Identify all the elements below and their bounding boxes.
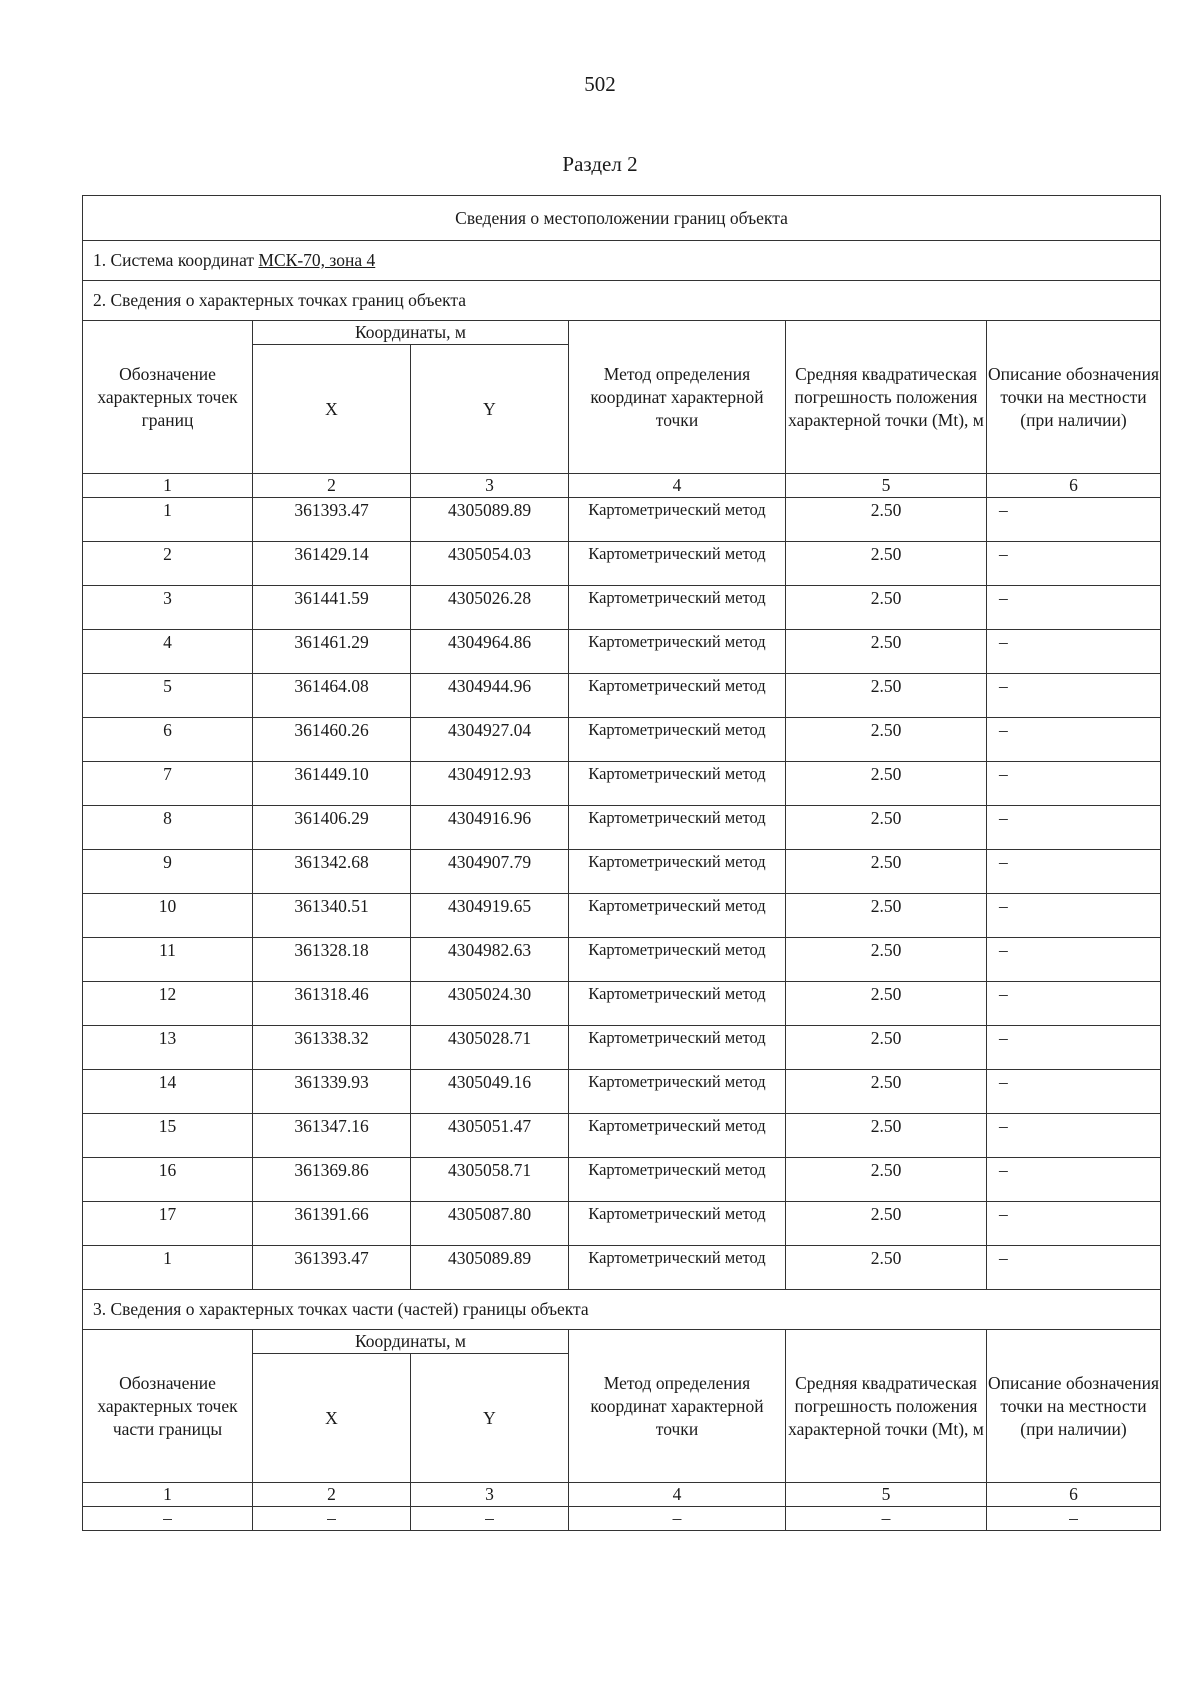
error-cell: 2.50 [786,1026,987,1070]
method-cell: Картометрический метод [569,806,786,850]
points-heading: 2. Сведения о характерных точках границ объекта [83,281,1161,321]
desc-cell: – [987,586,1161,630]
parts-heading: 3. Сведения о характерных точках части (частей) границы объекта [83,1290,1161,1330]
desc-cell: – [987,982,1161,1026]
x-cell: 361461.29 [253,630,411,674]
parts-cell: – [786,1507,987,1531]
table-row [83,586,1161,630]
point-cell: 12 [83,982,253,1026]
desc-cell: – [987,850,1161,894]
desc-cell: – [987,542,1161,586]
page-number: 502 [584,72,616,96]
point-cell: 8 [83,806,253,850]
error-cell: 2.50 [786,674,987,718]
x-cell: 361342.68 [253,850,411,894]
method-cell: Картометрический метод [569,1202,786,1246]
y-cell: 4305049.16 [411,1070,569,1114]
column-number: 3 [411,1483,569,1507]
point-cell: 14 [83,1070,253,1114]
y-cell: 4304912.93 [411,762,569,806]
y-cell: 4304916.96 [411,806,569,850]
parts-cell: – [411,1507,569,1531]
parts-cell: – [569,1507,786,1531]
parts-cell: – [253,1507,411,1531]
table-title: Сведения о местоположении границ объекта [83,196,1161,241]
table-row [83,630,1161,674]
error-cell: 2.50 [786,586,987,630]
method-cell: Картометрический метод [569,498,786,542]
y-cell: 4304907.79 [411,850,569,894]
parts-header-point: Обозначение характерных точек части границы [83,1330,253,1483]
y-cell: 4305054.03 [411,542,569,586]
method-cell: Картометрический метод [569,1158,786,1202]
x-cell: 361328.18 [253,938,411,982]
header-error: Средняя квадратическая погрешность положения характерной точки (Mt), м [786,321,987,474]
table-row [83,542,1161,586]
error-cell: 2.50 [786,894,987,938]
desc-cell: – [987,674,1161,718]
y-cell: 4305051.47 [411,1114,569,1158]
point-cell: 16 [83,1158,253,1202]
desc-cell: – [987,718,1161,762]
method-cell: Картометрический метод [569,1070,786,1114]
column-number: 6 [987,1483,1161,1507]
table-row [83,762,1161,806]
desc-cell: – [987,1246,1161,1290]
desc-cell: – [987,806,1161,850]
header-method: Метод определения координат характерной точки [569,321,786,474]
desc-cell: – [987,498,1161,542]
point-cell: 7 [83,762,253,806]
error-cell: 2.50 [786,1202,987,1246]
point-cell: 1 [83,1246,253,1290]
header-point: Обозначение характерных точек границ [83,321,253,474]
point-cell: 3 [83,586,253,630]
error-cell: 2.50 [786,718,987,762]
point-cell: 1 [83,498,253,542]
parts-column-numbers-row [83,1483,1161,1507]
x-cell: 361339.93 [253,1070,411,1114]
table-row [83,938,1161,982]
desc-cell: – [987,894,1161,938]
table-row [83,1114,1161,1158]
y-cell: 4304944.96 [411,674,569,718]
y-cell: 4304964.86 [411,630,569,674]
desc-cell: – [987,938,1161,982]
table-row [83,894,1161,938]
method-cell: Картометрический метод [569,674,786,718]
method-cell: Картометрический метод [569,1114,786,1158]
x-cell: 361441.59 [253,586,411,630]
point-cell: 13 [83,1026,253,1070]
y-cell: 4305024.30 [411,982,569,1026]
error-cell: 2.50 [786,498,987,542]
error-cell: 2.50 [786,982,987,1026]
parts-header-coords: Координаты, м [253,1330,569,1354]
error-cell: 2.50 [786,806,987,850]
header-coords: Координаты, м [253,321,569,345]
x-cell: 361460.26 [253,718,411,762]
y-cell: 4304982.63 [411,938,569,982]
point-cell: 4 [83,630,253,674]
y-cell: 4305087.80 [411,1202,569,1246]
y-cell: 4305089.89 [411,498,569,542]
y-cell: 4304927.04 [411,718,569,762]
coord-system-label: 1. Система координат [93,250,259,270]
method-cell: Картометрический метод [569,850,786,894]
error-cell: 2.50 [786,938,987,982]
header-x: X [253,345,411,474]
desc-cell: – [987,762,1161,806]
column-number: 5 [786,1483,987,1507]
parts-header-error: Средняя квадратическая погрешность положения характерной точки (Mt), м [786,1330,987,1483]
point-cell: 6 [83,718,253,762]
table-row [83,1246,1161,1290]
point-cell: 9 [83,850,253,894]
y-cell: 4305058.71 [411,1158,569,1202]
header-y: Y [411,345,569,474]
error-cell: 2.50 [786,542,987,586]
method-cell: Картометрический метод [569,938,786,982]
y-cell: 4305089.89 [411,1246,569,1290]
column-numbers-row [83,474,1161,498]
method-cell: Картометрический метод [569,762,786,806]
desc-cell: – [987,1114,1161,1158]
column-number: 5 [786,474,987,498]
column-number: 3 [411,474,569,498]
x-cell: 361318.46 [253,982,411,1026]
column-number: 4 [569,1483,786,1507]
parts-header-method: Метод определения координат характерной точки [569,1330,786,1483]
point-cell: 5 [83,674,253,718]
section-title: Раздел 2 [562,152,638,176]
table-row [83,806,1161,850]
table-row [83,1158,1161,1202]
desc-cell: – [987,630,1161,674]
desc-cell: – [987,1026,1161,1070]
point-cell: 2 [83,542,253,586]
desc-cell: – [987,1158,1161,1202]
method-cell: Картометрический метод [569,718,786,762]
table-row [83,674,1161,718]
x-cell: 361369.86 [253,1158,411,1202]
x-cell: 361347.16 [253,1114,411,1158]
x-cell: 361449.10 [253,762,411,806]
error-cell: 2.50 [786,630,987,674]
table-row [83,498,1161,542]
point-cell: 15 [83,1114,253,1158]
column-number: 2 [253,474,411,498]
point-cell: 17 [83,1202,253,1246]
column-number: 2 [253,1483,411,1507]
point-cell: 10 [83,894,253,938]
x-cell: 361393.47 [253,1246,411,1290]
parts-table-row [83,1507,1161,1531]
method-cell: Картометрический метод [569,586,786,630]
coord-system-line [83,241,1161,281]
column-number: 4 [569,474,786,498]
error-cell: 2.50 [786,1070,987,1114]
coord-system-value: МСК-70, зона 4 [258,250,376,270]
error-cell: 2.50 [786,1114,987,1158]
method-cell: Картометрический метод [569,542,786,586]
header-desc: Описание обозначения точки на местности (при наличии) [987,321,1161,474]
x-cell: 361406.29 [253,806,411,850]
x-cell: 361429.14 [253,542,411,586]
x-cell: 361393.47 [253,498,411,542]
x-cell: 361338.32 [253,1026,411,1070]
error-cell: 2.50 [786,850,987,894]
column-number: 6 [987,474,1161,498]
column-number: 1 [83,474,253,498]
column-number: 1 [83,1483,253,1507]
table-row [83,1026,1161,1070]
table-row [83,1070,1161,1114]
y-cell: 4305026.28 [411,586,569,630]
method-cell: Картометрический метод [569,630,786,674]
error-cell: 2.50 [786,1158,987,1202]
method-cell: Картометрический метод [569,1246,786,1290]
method-cell: Картометрический метод [569,1026,786,1070]
y-cell: 4305028.71 [411,1026,569,1070]
point-cell: 11 [83,938,253,982]
y-cell: 4304919.65 [411,894,569,938]
parts-cell: – [83,1507,253,1531]
table-row [83,850,1161,894]
x-cell: 361340.51 [253,894,411,938]
x-cell: 361464.08 [253,674,411,718]
desc-cell: – [987,1202,1161,1246]
parts-header-desc: Описание обозначения точки на местности (при наличии) [987,1330,1161,1483]
table-row [83,718,1161,762]
method-cell: Картометрический метод [569,894,786,938]
error-cell: 2.50 [786,762,987,806]
error-cell: 2.50 [786,1246,987,1290]
parts-cell: – [987,1507,1161,1531]
x-cell: 361391.66 [253,1202,411,1246]
table-row [83,982,1161,1026]
boundary-table [82,195,1161,1531]
parts-header-y: Y [411,1354,569,1483]
desc-cell: – [987,1070,1161,1114]
parts-header-x: X [253,1354,411,1483]
method-cell: Картометрический метод [569,982,786,1026]
table-row [83,1202,1161,1246]
